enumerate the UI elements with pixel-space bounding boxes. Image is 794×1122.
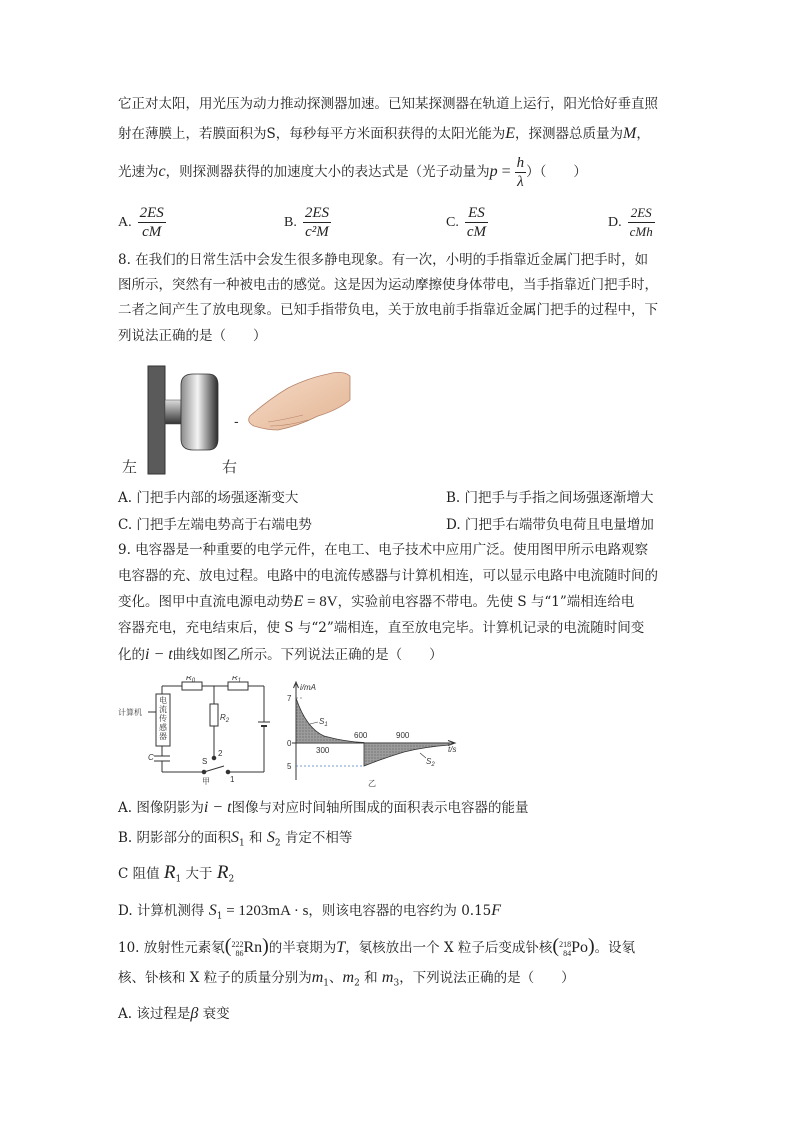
capacitor-label: C xyxy=(148,753,154,762)
q7-line-2-text-a: 射在薄膜上，若膜面积为S，每秒每平方米面积获得的太阳光能为 xyxy=(118,126,506,142)
q7-option-a-num: 2ES xyxy=(139,205,164,221)
q10-m1: m xyxy=(311,969,324,986)
q8-line-1 xyxy=(118,250,648,270)
q10-paren-close-2: ) xyxy=(587,935,595,957)
q9-option-b-s2-sub: 2 xyxy=(274,838,281,849)
q9-option-c-r1: R xyxy=(163,862,176,883)
q10-rn-numbers xyxy=(231,940,243,958)
q8-option-a-text: A. 门把手内部的场强逐渐变大 xyxy=(118,490,299,506)
q7-frac-h: h xyxy=(516,155,525,171)
q9-option-a-text-b: 图像与对应时间轴所围成的面积表示电容器的能量 xyxy=(231,800,529,816)
switch-terminal-2: 2 xyxy=(218,749,223,758)
area-s2 xyxy=(364,743,449,766)
label-left: 左 xyxy=(122,459,138,476)
q8-line-4-text: 列说法正确的是（ ） xyxy=(118,328,267,344)
q9-line-5-text-a: 化的 xyxy=(118,647,145,663)
q7-frac-lambda: λ xyxy=(517,174,524,190)
r2-label xyxy=(220,713,230,724)
q7-line-1 xyxy=(118,94,658,114)
q10-rn-symbol: Rn xyxy=(243,939,263,956)
sensor-label-char: 感 xyxy=(159,723,167,732)
q10-m3: m xyxy=(381,969,394,986)
sensor-label-char: 器 xyxy=(159,732,167,741)
x-axis-label: t/s xyxy=(448,745,457,754)
q7-var-E: E xyxy=(505,125,516,142)
q9-var-E: E xyxy=(293,593,304,610)
q10-option-a-text-a: A. 该过程是 xyxy=(118,1006,191,1022)
q9-option-d[interactable] xyxy=(118,899,501,922)
origin-label: 0 xyxy=(287,739,292,748)
q7-line-3 xyxy=(118,154,587,191)
q9-line-2-text: 电容器的充、放电过程。电路中的电流传感器与计算机相连，可以显示电路中电流随时间的 xyxy=(118,568,658,584)
q7-option-b-den: c²M xyxy=(305,224,329,240)
q10-line-1 xyxy=(118,936,635,958)
q8-option-a[interactable] xyxy=(118,486,298,506)
q7-option-d-den: cMh xyxy=(629,224,653,239)
q7-line-3-text-a: 光速为 xyxy=(118,164,159,180)
computer-label: 计算机 xyxy=(118,708,142,717)
q7-line-2-text-c: ， xyxy=(636,126,650,142)
r2-sub: 2 xyxy=(225,718,230,724)
q8-line-1-text: 8. 在我们的日常生活中会发生很多静电现象。有一次，小明的手指靠近金属门把手时，如 xyxy=(118,252,649,268)
q7-option-d-fraction xyxy=(628,204,655,241)
q8-option-d[interactable] xyxy=(446,513,654,533)
s2-label xyxy=(426,757,435,768)
q8-option-b[interactable] xyxy=(446,486,654,506)
x-tick-300: 300 xyxy=(316,746,330,755)
q9-option-b-s1-sub: 1 xyxy=(239,838,245,849)
circuit-caption: 甲 xyxy=(202,777,210,786)
q7-line-3-text-b: ，则探测器获得的加速度大小的表达式是（光子动量为 xyxy=(165,164,490,180)
q9-option-c-greater: 大于 xyxy=(181,866,217,882)
q7-option-d-label: D. xyxy=(608,214,622,230)
q10-m2-sub: 2 xyxy=(354,978,360,989)
q7-option-c-num: ES xyxy=(465,204,488,223)
q9-option-c-r1-sub: 1 xyxy=(175,874,182,885)
q7-option-c-den: cM xyxy=(466,224,486,240)
door-panel xyxy=(148,366,165,474)
q7-momentum-fraction xyxy=(515,154,527,191)
q7-option-b-label: B. xyxy=(284,214,297,230)
q7-option-b-num: 2ES xyxy=(304,205,330,221)
q10-option-a[interactable] xyxy=(118,1002,230,1023)
q10-m1-sub: 1 xyxy=(323,978,329,989)
q10-line-1-text-a: 10. 放射性元素氡 xyxy=(118,940,225,956)
q9-line-5 xyxy=(118,645,443,665)
q7-line-1-text: 它正对太阳，用光压为动力推动探测器加速。已知某探测器在轨道上运行，阳光恰好垂直照 xyxy=(118,96,658,112)
q7-line-3-text-c: ）（ ） xyxy=(526,164,587,180)
q7-var-c: c xyxy=(158,163,166,180)
q9-line-2 xyxy=(118,566,658,586)
q7-equals: = xyxy=(497,163,515,180)
y-tick-7: 7 xyxy=(287,694,292,703)
q9-line-4-text: 容器充电，充电结束后，使 S 与“2”端相连，直至放电完毕。计算机记录的电流随时间变 xyxy=(118,620,645,636)
q10-rn-mass: 222 xyxy=(231,939,244,949)
sensor-label-vertical xyxy=(159,695,167,741)
q10-sep: 、 xyxy=(329,970,343,986)
s2-sub: 2 xyxy=(431,762,435,768)
q10-paren-close: ) xyxy=(262,935,269,957)
q9-option-a[interactable] xyxy=(118,796,529,817)
y-tick-5: 5 xyxy=(287,762,292,771)
q9-option-c-r2: R xyxy=(216,862,229,883)
q7-option-c-label: C. xyxy=(446,214,459,230)
q9-option-b[interactable] xyxy=(118,826,352,849)
q9-option-a-text-a: A. 图像阴影为 xyxy=(118,800,204,816)
q8-line-4 xyxy=(118,326,267,346)
q9-option-b-s2: S xyxy=(266,829,275,846)
q9-line-1-text: 9. 电容器是一种重要的电学元件，在电工、电子技术中应用广泛。使用图甲所示电路观察 xyxy=(118,542,649,558)
switch-blade xyxy=(204,766,224,772)
q8-option-c[interactable] xyxy=(118,513,312,533)
q9-option-b-s1: S xyxy=(231,829,240,846)
q9-current-time-graph xyxy=(284,676,464,788)
q10-paren-open-2: ( xyxy=(552,935,560,957)
q9-circuit-diagram xyxy=(118,676,278,786)
q7-option-d-num: 2ES xyxy=(628,204,655,223)
sensor-label-char: 电 xyxy=(159,696,167,705)
q8-line-2-text: 图所示，突然有一种被电击的感觉。这是因为运动摩擦使身体带电，当手指靠近门把手时， xyxy=(118,277,658,293)
q10-var-T: T xyxy=(336,939,346,956)
label-right: 右 xyxy=(222,459,238,476)
r0-letter: R xyxy=(186,676,192,682)
q10-option-a-beta: β xyxy=(190,1005,199,1022)
q9-line-3-text-b: ，实验前电容器不带电。先使 S 与“1”端相连给电 xyxy=(337,594,635,610)
negative-charge-sign: - xyxy=(234,413,239,429)
q8-option-b-text: B. 门把手与手指之间场强逐渐增大 xyxy=(446,490,654,506)
q9-emf-value: = 8V xyxy=(303,594,338,610)
q10-rn-num: 86 xyxy=(235,948,244,958)
q9-option-c-r2-sub: 2 xyxy=(228,874,235,885)
r1-letter: R xyxy=(232,676,238,682)
switch-label: S xyxy=(202,757,208,766)
q9-line-3-text-a: 变化。图甲中直流电源电动势 xyxy=(118,594,294,610)
q9-option-d-value: = 1203mA · s xyxy=(222,903,309,919)
q9-option-b-and: 和 xyxy=(244,830,267,846)
q9-line-1 xyxy=(118,540,648,560)
q7-option-a[interactable] xyxy=(118,204,166,241)
x-tick-900: 900 xyxy=(396,731,410,740)
q10-m2: m xyxy=(342,969,355,986)
q8-option-c-text: C. 门把手左端电势高于右端电势 xyxy=(118,517,312,533)
q7-option-c[interactable] xyxy=(446,204,488,241)
q9-option-d-unit: F xyxy=(491,902,502,919)
q9-option-a-var: i − t xyxy=(203,799,232,816)
q9-option-b-text-a: B. 阴影部分的面积 xyxy=(118,830,232,846)
q10-po-symbol: Po xyxy=(571,939,588,956)
q9-option-d-s1: S xyxy=(208,902,217,919)
q10-paren-open: ( xyxy=(224,935,232,957)
sensor-label-char: 传 xyxy=(159,714,167,723)
y-axis-label: i/mA xyxy=(300,683,316,692)
switch-terminal-1: 1 xyxy=(230,775,235,784)
q7-option-a-label: A. xyxy=(118,214,132,230)
q8-option-d-text: D. 门把手右端带负电荷且电量增加 xyxy=(446,517,654,533)
handle-knob xyxy=(181,374,218,450)
graph-caption: 乙 xyxy=(368,779,376,788)
r1-sub: 1 xyxy=(237,678,242,684)
q7-option-a-fraction xyxy=(138,204,166,241)
q9-option-d-s1-sub: 1 xyxy=(216,911,223,922)
q7-option-b[interactable] xyxy=(284,204,331,241)
q9-option-c[interactable] xyxy=(118,862,234,885)
q8-line-3 xyxy=(118,300,658,320)
q10-line-2-text-a: 核、钋核和 X 粒子的质量分别为 xyxy=(118,970,312,986)
q9-line-5-text-b: 曲线如图乙所示。下列说法正确的是（ ） xyxy=(172,647,443,663)
sensor-label-char: 流 xyxy=(159,705,167,714)
q9-option-d-text-a: D. 计算机测得 xyxy=(118,903,209,919)
q10-line-1-text-c: ，氡核放出一个 X 粒子后变成钋核 xyxy=(345,940,553,956)
q7-option-a-den: cM xyxy=(142,224,162,240)
s1-label xyxy=(319,717,328,728)
q10-po-numbers xyxy=(559,940,571,958)
q9-option-b-text-b: 肯定不相等 xyxy=(280,830,353,846)
s2-letter: S xyxy=(426,757,432,766)
q10-po-num: 84 xyxy=(563,948,572,958)
q8-line-3-text: 二者之间产生了放电现象。已知手指带负电，关于放电前手指靠近金属门把手的过程中，下 xyxy=(118,302,658,318)
q7-option-b-fraction xyxy=(303,204,331,241)
q10-line-2-text-b: ，下列说法正确的是（ ） xyxy=(399,970,575,986)
q10-po-mass: 218 xyxy=(559,939,572,949)
q7-var-p: p xyxy=(489,163,498,180)
q10-and: 和 xyxy=(359,970,382,986)
r0-sub: 0 xyxy=(191,678,196,684)
q10-option-a-text-b: 衰变 xyxy=(198,1006,230,1022)
q7-option-c-fraction xyxy=(465,204,488,241)
q7-line-2-text-b: ，探测器总质量为 xyxy=(515,126,624,142)
q7-line-2 xyxy=(118,124,650,144)
q7-var-M: M xyxy=(623,125,637,142)
q10-line-1-text-d: 。设氡 xyxy=(594,940,636,956)
r2-letter: R xyxy=(220,713,226,722)
handle-shaft xyxy=(165,400,181,424)
q9-var-it: i − t xyxy=(145,646,173,663)
q9-line-3 xyxy=(118,592,634,612)
q8-door-handle-figure xyxy=(118,360,358,478)
s1-letter: S xyxy=(319,717,325,726)
resistor-r2 xyxy=(210,704,218,726)
q7-option-d[interactable] xyxy=(608,204,655,241)
q10-line-1-text-b: 的半衰期为 xyxy=(268,940,337,956)
q9-option-c-text-a: C 阻值 xyxy=(118,866,164,882)
hand-icon xyxy=(249,372,350,430)
q8-line-2 xyxy=(118,275,658,295)
s1-sub: 1 xyxy=(324,722,328,728)
q9-line-4 xyxy=(118,618,644,638)
q10-m3-sub: 3 xyxy=(393,978,400,989)
q9-option-d-text-b: ，则该电容器的电容约为 0.15 xyxy=(308,903,492,919)
q10-line-2 xyxy=(118,968,575,994)
x-tick-600: 600 xyxy=(354,731,368,740)
